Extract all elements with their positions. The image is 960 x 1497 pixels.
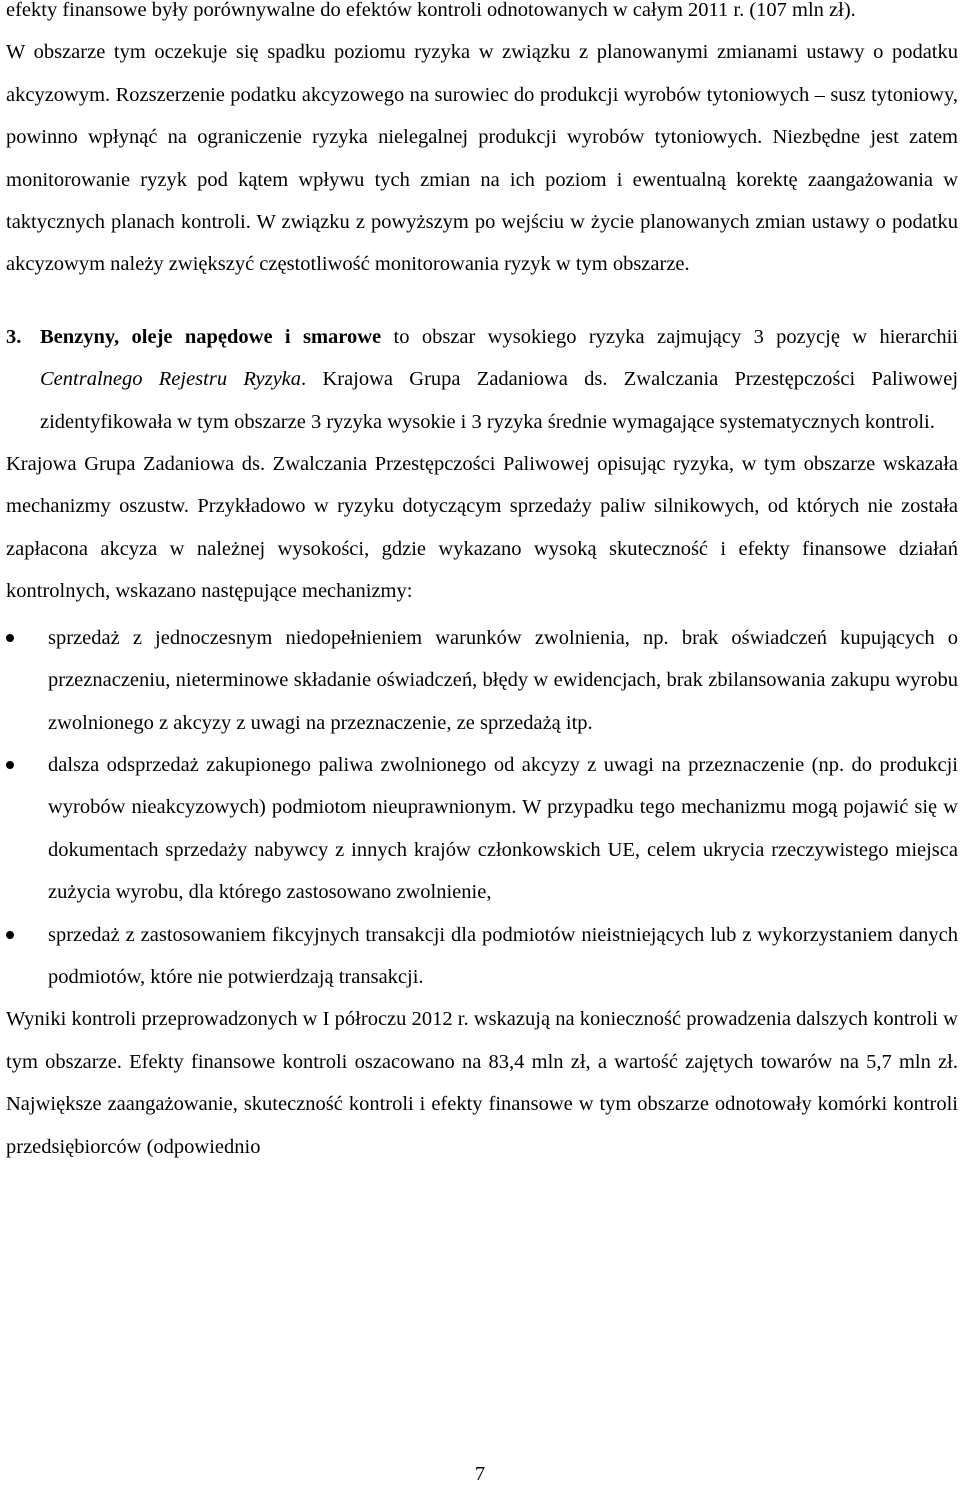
bullet-icon (6, 634, 14, 642)
paragraph-carryover: efekty finansowe były porównywalne do efektów kontroli odnotowanych w całym 2011 r. (107 mln zł). (6, 0, 856, 21)
page-number: 7 (474, 1463, 486, 1485)
section-gap (6, 286, 958, 316)
section-text-b: . Krajowa Grupa Zadaniowa ds. Zwalczania Przestępczości Paliwowej zidentyfikowała w tym obszarze 3 ryzyka wysokie i 3 ryzyka średnie wymagające systematycznych kontroli. (40, 368, 959, 433)
document-page (6, 0, 958, 1168)
list-item-text: sprzedaż z jednoczesnym niedopełnieniem warunków zwolnienia, np. brak oświadczeń kupujących o przeznaczeniu, nieterminowe składanie oświadczeń, błędy w ewidencjach, brak zbilansowania zakupu wyrobu zwolnionego z akcyzy z uwagi na przeznaczenie, ze sprzedażą itp. (48, 626, 958, 734)
section-title: Benzyny, oleje napędowe i smarowe (40, 325, 382, 348)
bullet-icon (6, 931, 14, 939)
section-text-a: to obszar wysokiego ryzyka zajmujący 3 pozycję w hierarchii (381, 325, 958, 348)
paragraph-mechanisms-intro: Krajowa Grupa Zadaniowa ds. Zwalczania Przestępczości Paliwowej opisując ryzyka, w tym obszarze wskazała mechanizmy oszustw. Przykładowo w ryzyku dotyczącym sprzedaży paliw silnikowych, od których nie została zapłacona akcyza w należnej wysokości, gdzie wykazano wysoką skuteczność i efekty finansowe działań kontrolnych, wskazano następujące mechanizmy: (6, 453, 958, 603)
list-item-text: dalsza odsprzedaż zakupionego paliwa zwolnionego od akcyzy z uwagi na przeznaczenie (np. do produkcji wyrobów nieakcyzowych) podmiotom nieuprawnionym. W przypadku tego mechanizmu mogą pojawić się w dokumentach sprzedaży nabywcy z innych krajów członkowskich UE, celem ukrycia rzeczywistego miejsca zużycia wyrobu, dla którego zastosowano zwolnienie, (48, 753, 958, 904)
list-item-text: sprzedaż z zastosowaniem fikcyjnych transakcji dla podmiotów nieistniejących lub z wykorzystaniem danych podmiotów, które nie potwierdzają transakcji. (48, 923, 958, 988)
paragraph-control-results: Wyniki kontroli przeprowadzonych w I półroczu 2012 r. wskazują na konieczność prowadzenia dalszych kontroli w tym obszarze. Efekty finansowe kontroli oszacowano na 83,4 mln zł, a wartość zajętych towarów na 5,7 mln zł. Największe zaangażowanie, skuteczność kontroli i efekty finansowe w tym obszarze odnotowały komórki kontroli przedsiębiorców (odpowiednio (6, 1008, 958, 1158)
list-item (6, 744, 958, 914)
mechanisms-list (6, 617, 958, 999)
paragraph-excise-tobacco: W obszarze tym oczekuje się spadku poziomu ryzyka w związku z planowanymi zmianami ustawy o podatku akcyzowym. Rozszerzenie podatku akcyzowego na surowiec do produkcji wyrobów tytoniowych – susz tytoniowy, powinno wpłynąć na ograniczenie ryzyka nielegalnej produkcji wyrobów tytoniowych. Niezbędne jest zatem monitorowanie ryzyk pod kątem wpływu tych zmian na ich poziom i ewentualną korektę zaangażowania w taktycznych planach kontroli. W związku z powyższym po wejściu w życie planowanych zmian ustawy o podatku akcyzowym należy zwiększyć częstotliwość monitorowania ryzyk w tym obszarze. (6, 41, 958, 276)
section-number: 3. (6, 325, 22, 348)
list-item (6, 617, 958, 744)
section-3-paragraph (6, 316, 958, 443)
register-name: Centralnego Rejestru Ryzyka (40, 368, 302, 391)
bullet-icon (6, 761, 14, 769)
list-item (6, 914, 958, 999)
